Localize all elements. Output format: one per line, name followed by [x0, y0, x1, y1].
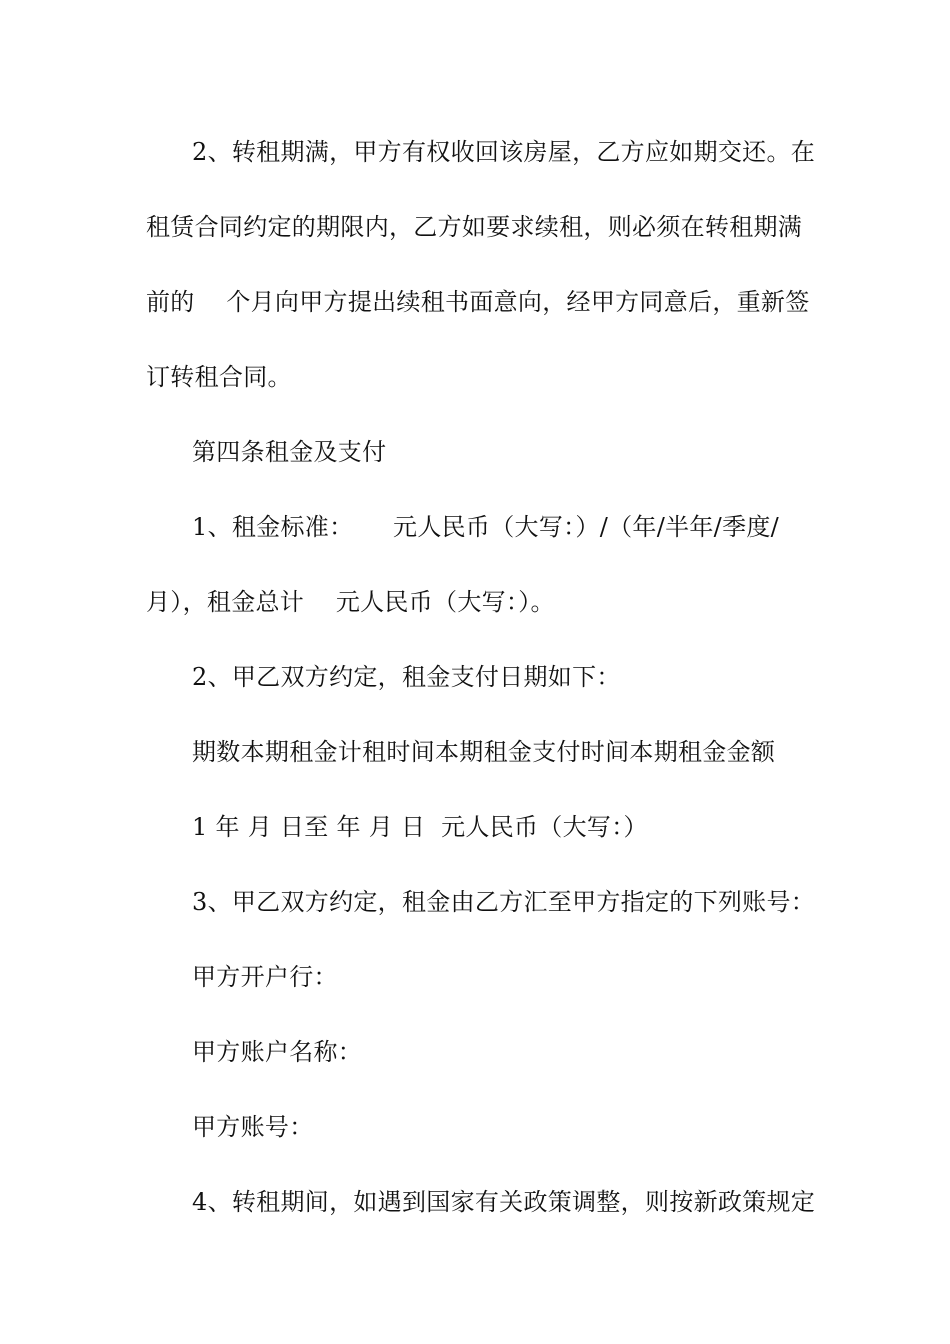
paragraph-line-payment-dates: 2、甲乙双方约定，租金支付日期如下： [192, 663, 621, 691]
paragraph-line-policy-adjustment: 4、转租期间，如遇到国家有关政策调整，则按新政策规定 [192, 1188, 816, 1216]
paragraph-line-renewal: 租赁合同约定的期限内，乙方如要求续租，则必须在转租期满 [146, 213, 803, 241]
section-heading-article-4: 第四条租金及支付 [192, 438, 387, 466]
paragraph-line-rent-standard: 1、租金标准： 元人民币（大写：）/（年/半年/季度/ [192, 513, 780, 541]
payment-table-row: 1 年 月 日至 年 月 日 元人民币（大写：） [192, 813, 648, 841]
payment-table-header: 期数本期租金计租时间本期租金支付时间本期租金金额 [192, 738, 776, 766]
paragraph-line-account-transfer: 3、甲乙双方约定，租金由乙方汇至甲方指定的下列账号： [192, 888, 816, 916]
field-bank-label: 甲方开户行： [192, 963, 338, 991]
paragraph-line-clause-2-expiry: 2、转租期满，甲方有权收回该房屋，乙方应如期交还。在 [192, 138, 816, 166]
paragraph-line-rent-total: 月），租金总计 元人民币（大写：）。 [146, 588, 555, 616]
paragraph-line-new-contract: 订转租合同。 [146, 363, 292, 391]
paragraph-line-renewal-notice: 前的 个月向甲方提出续租书面意向，经甲方同意后，重新签 [146, 288, 810, 316]
field-account-name-label: 甲方账户名称： [192, 1038, 363, 1066]
field-account-number-label: 甲方账号： [192, 1113, 314, 1141]
